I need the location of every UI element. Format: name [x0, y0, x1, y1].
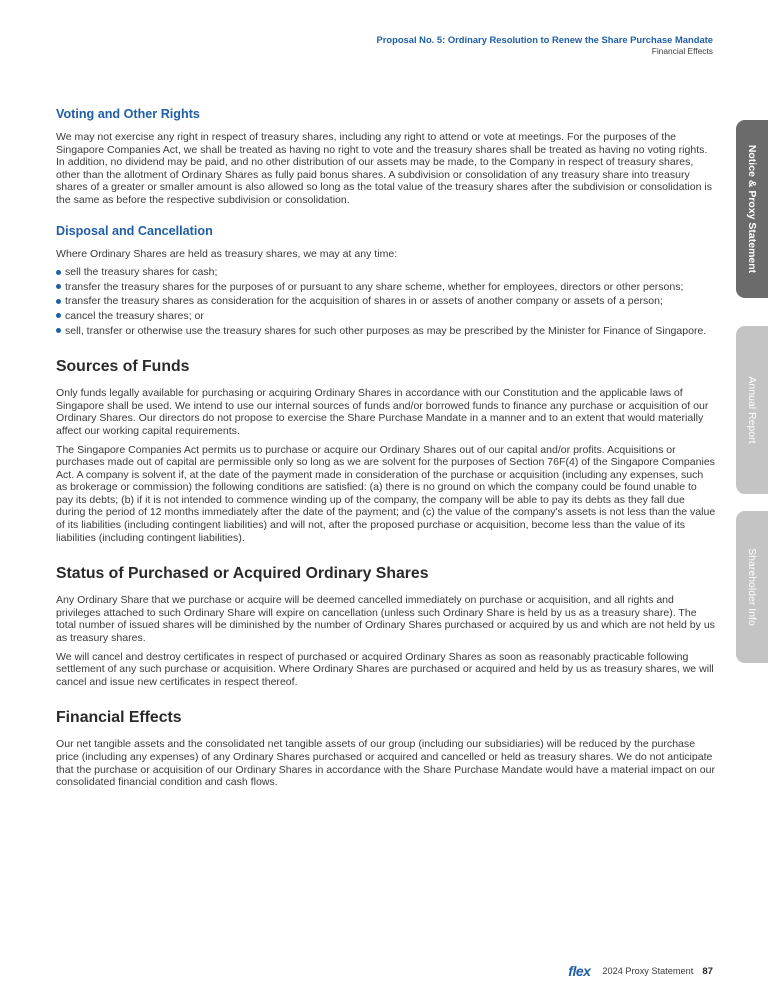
list-item: transfer the treasury shares as consideration for the acquisition of shares in or assets of another company or assets of a person; — [56, 295, 716, 308]
side-tab-annual-report[interactable] — [736, 326, 768, 494]
bullet-icon — [56, 313, 61, 318]
list-item: transfer the treasury shares for the purposes of or pursuant to any share scheme, whether for employees, directors or other persons; — [56, 281, 716, 294]
side-tab-label: Shareholder Info — [746, 548, 758, 626]
page-number: 87 — [702, 965, 713, 977]
paragraph: Any Ordinary Share that we purchase or acquire will be deemed cancelled immediately on purchase or acquisition, and all rights and privileges attached to such Ordinary Share will expire on cancellation (unless such Ordinary Share is held by us as a treasury share). The total number of issued shares will be diminished by the number of Ordinary Shares purchased or acquired by us and which are not held by us as treasury shares. — [56, 594, 715, 645]
side-tab-label: Annual Report — [746, 376, 758, 444]
page-body — [56, 106, 716, 795]
heading-financial-effects: Financial Effects — [56, 709, 182, 727]
side-tab-shareholder-info[interactable] — [736, 511, 768, 663]
bullet-icon — [56, 328, 61, 333]
side-tab-notice-proxy[interactable] — [736, 120, 768, 298]
page-footer — [568, 962, 713, 980]
heading-disposal: Disposal and Cancellation — [56, 223, 213, 238]
bullet-icon — [56, 299, 61, 304]
paragraph: We will cancel and destroy certificates in respect of purchased or acquired Ordinary Shares as soon as reasonably practicable following settlement of any such purchase or acquisition. Where Ordinary Shares are purchased or acquired and held by us as treasury shares, we will cancel and issue new certificates in respect thereof. — [56, 650, 714, 688]
running-header — [376, 34, 713, 57]
paragraph: The Singapore Companies Act permits us to purchase or acquire our Ordinary Shares out of our capital and/or profits. Acquisitions or purchases made out of capital are permissible only so long as we are solvent for the purposes of Section 76F(4) of the Singapore Companies Act. A company is solvent if, at the date of the payment made in consideration of the purchase or acquisition (including any expenses, such as brokerage or commission) the following conditions are satisfied: (a) there is no ground on which the company could be found unable to pay its debts; (b) if it is not intended to commence winding up of the company, the company will be able to pay its debts as they fall due during the period of 12 months immediately after the date of the payment; and (c) the value of the company's assets is not less than the value of its liabilities (including contingent liabilities) and will not, after the proposed purchase or acquisition, become less than the value of its liabilities (including contingent liabilities). — [56, 443, 716, 544]
list-item: sell the treasury shares for cash; — [56, 266, 716, 279]
heading-voting: Voting and Other Rights — [56, 107, 200, 121]
side-tab-label: Notice & Proxy Statement — [746, 144, 758, 274]
paragraph: Where Ordinary Shares are held as treasury shares, we may at any time: — [56, 247, 398, 260]
paragraph: We may not exercise any right in respect of treasury shares, including any right to attend or vote at meetings. For the purposes of the Singapore Companies Act, we shall be treated as having no right to vote and the treasury shares shall be treated as having no voting rights. In addition, no dividend may be paid, and no other distribution of our assets may be made, to the Company in respect of treasury shares, other than the allotment of Ordinary Shares as fully paid bonus shares. A subdivision or consolidation of any treasury share into treasury shares of a greater or smaller amount is also allowed so long as the total value of the treasury shares after the subdivision or consolidation is the same as before the respective subdivision or consolidation. — [56, 131, 713, 206]
bullet-icon — [56, 284, 61, 289]
footer-doc-title: 2024 Proxy Statement — [602, 966, 694, 976]
bullet-list — [56, 266, 716, 337]
bullet-icon — [56, 270, 61, 275]
heading-status: Status of Purchased or Acquired Ordinary Shares — [56, 565, 429, 583]
list-item: sell, transfer or otherwise use the treasury shares for such other purposes as may be prescribed by the Minister for Finance of Singapore. — [56, 325, 716, 338]
running-header-subtitle: Financial Effects — [651, 46, 713, 56]
running-header-title: Proposal No. 5: Ordinary Resolution to Renew the Share Purchase Mandate — [376, 34, 713, 45]
flex-logo: flex — [568, 963, 591, 979]
paragraph: Only funds legally available for purchasing or acquiring Ordinary Shares in accordance with our Constitution and the applicable laws of Singapore shall be used. We intend to use our internal sources of funds and/or borrowed funds to finance any purchase or acquisition of our Ordinary Shares. Our directors do not propose to exercise the Share Purchase Mandate in a manner and to an extent that would materially affect our working capital requirements. — [56, 387, 709, 437]
paragraph: Our net tangible assets and the consolidated net tangible assets of our group (including our subsidiaries) will be reduced by the purchase price (including any expenses) of any Ordinary Shares purchased or acquired and cancelled or held as treasury shares. We do not anticipate that the purchase or acquisition of our Ordinary Shares in accordance with the Share Purchase Mandate would have a material impact on our consolidated financial condition and cash flows. — [56, 738, 715, 789]
list-item: cancel the treasury shares; or — [56, 310, 716, 323]
heading-sources-of-funds: Sources of Funds — [56, 358, 190, 376]
